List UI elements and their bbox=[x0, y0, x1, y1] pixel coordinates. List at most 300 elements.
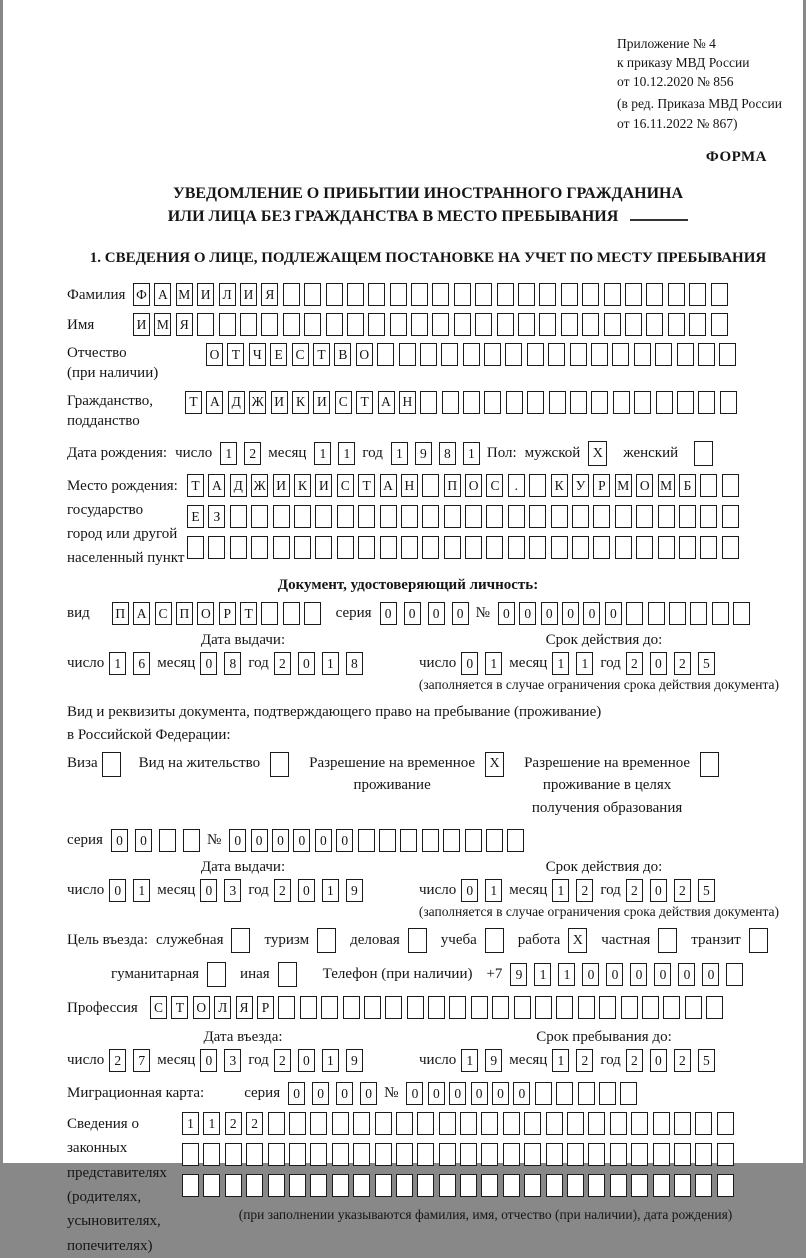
given-name-cell[interactable] bbox=[240, 313, 257, 336]
doc-issue-year-cell[interactable]: 0 bbox=[298, 652, 315, 675]
patronymic-cell[interactable]: В bbox=[334, 343, 351, 366]
birth-place-cell[interactable] bbox=[508, 536, 525, 559]
representative-cell[interactable] bbox=[503, 1112, 520, 1135]
birth-day-cell[interactable]: 2 bbox=[244, 442, 261, 465]
representative-cell[interactable] bbox=[439, 1112, 456, 1135]
surname-cell[interactable] bbox=[625, 283, 642, 306]
birth-place-cell[interactable] bbox=[315, 536, 332, 559]
representative-cell[interactable] bbox=[289, 1174, 306, 1197]
migration-card-number-cell[interactable]: 0 bbox=[449, 1082, 466, 1105]
entry-year-cell[interactable]: 2 bbox=[274, 1049, 291, 1072]
representative-cell[interactable] bbox=[674, 1143, 691, 1166]
birth-place-cell[interactable] bbox=[401, 505, 418, 528]
patronymic-cell[interactable] bbox=[548, 343, 565, 366]
surname-cell[interactable] bbox=[711, 283, 728, 306]
profession-cell[interactable] bbox=[428, 996, 445, 1019]
phone-digit-cell[interactable]: 0 bbox=[654, 963, 671, 986]
residence-number-cell[interactable] bbox=[358, 829, 375, 852]
residence-number-cell[interactable] bbox=[422, 829, 439, 852]
birth-place-cell[interactable]: М bbox=[615, 474, 632, 497]
citizenship-cell[interactable] bbox=[527, 391, 544, 414]
residence-issue-year-cell[interactable]: 0 bbox=[298, 879, 315, 902]
doc-number-cell[interactable]: 0 bbox=[498, 602, 515, 625]
residence-valid-day-cell[interactable]: 1 bbox=[485, 879, 502, 902]
representative-cell[interactable] bbox=[546, 1112, 563, 1135]
citizenship-cell[interactable]: Т bbox=[185, 391, 202, 414]
citizenship-cell[interactable] bbox=[656, 391, 673, 414]
birth-place-cell[interactable]: М bbox=[658, 474, 675, 497]
representative-cell[interactable] bbox=[417, 1112, 434, 1135]
birth-place-cell[interactable] bbox=[658, 536, 675, 559]
birth-place-cell[interactable]: И bbox=[273, 474, 290, 497]
doc-number-cell[interactable]: 0 bbox=[583, 602, 600, 625]
migration-card-series-cell[interactable]: 0 bbox=[360, 1082, 377, 1105]
birth-place-cell[interactable] bbox=[422, 474, 439, 497]
representative-cell[interactable] bbox=[353, 1174, 370, 1197]
profession-cell[interactable] bbox=[535, 996, 552, 1019]
profession-cell[interactable] bbox=[556, 996, 573, 1019]
citizenship-cell[interactable] bbox=[506, 391, 523, 414]
representative-cell[interactable] bbox=[503, 1143, 520, 1166]
residence-issue-day-cell[interactable]: 1 bbox=[133, 879, 150, 902]
representative-cell[interactable] bbox=[375, 1174, 392, 1197]
given-name-cell[interactable] bbox=[711, 313, 728, 336]
surname-cell[interactable]: М bbox=[176, 283, 193, 306]
migration-card-number-cell[interactable] bbox=[578, 1082, 595, 1105]
entry-day-cell[interactable]: 2 bbox=[109, 1049, 126, 1072]
given-name-cell[interactable] bbox=[625, 313, 642, 336]
migration-card-number-cell[interactable]: 0 bbox=[428, 1082, 445, 1105]
representative-cell[interactable] bbox=[695, 1112, 712, 1135]
residence-valid-year-cell[interactable]: 0 bbox=[650, 879, 667, 902]
patronymic-cell[interactable] bbox=[591, 343, 608, 366]
birth-place-cell[interactable] bbox=[615, 536, 632, 559]
migration-card-number-cell[interactable] bbox=[620, 1082, 637, 1105]
profession-cell[interactable] bbox=[514, 996, 531, 1019]
citizenship-cell[interactable]: К bbox=[292, 391, 309, 414]
doc-kind-cell[interactable]: С bbox=[155, 602, 172, 625]
surname-cell[interactable] bbox=[390, 283, 407, 306]
representative-cell[interactable] bbox=[396, 1143, 413, 1166]
surname-cell[interactable]: А bbox=[154, 283, 171, 306]
representative-cell[interactable] bbox=[610, 1143, 627, 1166]
surname-cell[interactable] bbox=[432, 283, 449, 306]
birth-place-cell[interactable]: Р bbox=[593, 474, 610, 497]
migration-card-series-cell[interactable]: 0 bbox=[288, 1082, 305, 1105]
purpose-other-checkbox[interactable] bbox=[278, 962, 297, 987]
given-name-cell[interactable] bbox=[475, 313, 492, 336]
representative-cell[interactable] bbox=[610, 1112, 627, 1135]
doc-kind-cell[interactable]: П bbox=[176, 602, 193, 625]
migration-card-number-cell[interactable]: 0 bbox=[471, 1082, 488, 1105]
patronymic-cell[interactable] bbox=[719, 343, 736, 366]
surname-cell[interactable]: Л bbox=[219, 283, 236, 306]
given-name-cell[interactable] bbox=[518, 313, 535, 336]
doc-number-cell[interactable]: 0 bbox=[562, 602, 579, 625]
profession-cell[interactable] bbox=[407, 996, 424, 1019]
residence-issue-month-cell[interactable]: 3 bbox=[224, 879, 241, 902]
representative-cell[interactable] bbox=[674, 1174, 691, 1197]
surname-cell[interactable]: И bbox=[240, 283, 257, 306]
doc-series-cell[interactable]: 0 bbox=[452, 602, 469, 625]
phone-digit-cell[interactable]: 0 bbox=[630, 963, 647, 986]
birth-place-cell[interactable] bbox=[444, 505, 461, 528]
representative-cell[interactable] bbox=[289, 1143, 306, 1166]
migration-card-number-cell[interactable]: 0 bbox=[513, 1082, 530, 1105]
citizenship-cell[interactable] bbox=[698, 391, 715, 414]
doc-issue-day-cell[interactable]: 1 bbox=[109, 652, 126, 675]
representative-cell[interactable] bbox=[653, 1143, 670, 1166]
representative-cell[interactable] bbox=[481, 1143, 498, 1166]
profession-cell[interactable] bbox=[621, 996, 638, 1019]
residence-series-cell[interactable]: 0 bbox=[135, 829, 152, 852]
patronymic-cell[interactable]: О bbox=[356, 343, 373, 366]
doc-valid-month-cell[interactable]: 1 bbox=[552, 652, 569, 675]
birth-place-cell[interactable] bbox=[529, 536, 546, 559]
representative-cell[interactable] bbox=[268, 1174, 285, 1197]
doc-kind-cell[interactable] bbox=[261, 602, 278, 625]
birth-place-cell[interactable] bbox=[315, 505, 332, 528]
phone-digit-cell[interactable]: 0 bbox=[678, 963, 695, 986]
surname-cell[interactable] bbox=[326, 283, 343, 306]
purpose-official-checkbox[interactable] bbox=[231, 928, 250, 953]
representative-cell[interactable] bbox=[695, 1143, 712, 1166]
doc-kind-cell[interactable]: А bbox=[133, 602, 150, 625]
given-name-cell[interactable] bbox=[432, 313, 449, 336]
surname-cell[interactable] bbox=[539, 283, 556, 306]
citizenship-cell[interactable]: И bbox=[313, 391, 330, 414]
birth-day-cell[interactable]: 1 bbox=[220, 442, 237, 465]
patronymic-cell[interactable] bbox=[698, 343, 715, 366]
citizenship-cell[interactable] bbox=[442, 391, 459, 414]
doc-kind-cell[interactable] bbox=[283, 602, 300, 625]
representative-cell[interactable] bbox=[225, 1143, 242, 1166]
birth-place-cell[interactable] bbox=[593, 536, 610, 559]
representative-cell[interactable] bbox=[610, 1174, 627, 1197]
representative-cell[interactable] bbox=[588, 1112, 605, 1135]
representative-cell[interactable] bbox=[695, 1174, 712, 1197]
phone-digit-cell[interactable]: 1 bbox=[558, 963, 575, 986]
profession-cell[interactable]: Р bbox=[257, 996, 274, 1019]
birth-month-cell[interactable]: 1 bbox=[338, 442, 355, 465]
birth-place-cell[interactable]: И bbox=[315, 474, 332, 497]
given-name-cell[interactable] bbox=[411, 313, 428, 336]
profession-cell[interactable] bbox=[492, 996, 509, 1019]
doc-number-cell[interactable] bbox=[648, 602, 665, 625]
stay-day-cell[interactable]: 9 bbox=[485, 1049, 502, 1072]
surname-cell[interactable]: И bbox=[197, 283, 214, 306]
profession-cell[interactable] bbox=[385, 996, 402, 1019]
doc-kind-cell[interactable]: О bbox=[197, 602, 214, 625]
patronymic-cell[interactable] bbox=[420, 343, 437, 366]
rvp-checkbox[interactable]: X bbox=[485, 752, 504, 777]
patronymic-cell[interactable]: О bbox=[206, 343, 223, 366]
representative-cell[interactable] bbox=[460, 1143, 477, 1166]
given-name-cell[interactable] bbox=[497, 313, 514, 336]
profession-cell[interactable] bbox=[364, 996, 381, 1019]
surname-cell[interactable] bbox=[454, 283, 471, 306]
representative-cell[interactable] bbox=[417, 1143, 434, 1166]
surname-cell[interactable] bbox=[368, 283, 385, 306]
birth-place-cell[interactable] bbox=[551, 536, 568, 559]
given-name-cell[interactable] bbox=[390, 313, 407, 336]
representative-cell[interactable]: 2 bbox=[225, 1112, 242, 1135]
representative-cell[interactable] bbox=[674, 1112, 691, 1135]
residence-number-cell[interactable]: 0 bbox=[293, 829, 310, 852]
birth-place-cell[interactable]: . bbox=[508, 474, 525, 497]
citizenship-cell[interactable] bbox=[570, 391, 587, 414]
profession-cell[interactable] bbox=[642, 996, 659, 1019]
doc-number-cell[interactable] bbox=[712, 602, 729, 625]
profession-cell[interactable] bbox=[343, 996, 360, 1019]
doc-issue-month-cell[interactable]: 8 bbox=[224, 652, 241, 675]
doc-valid-year-cell[interactable]: 5 bbox=[698, 652, 715, 675]
profession-cell[interactable] bbox=[321, 996, 338, 1019]
citizenship-cell[interactable] bbox=[720, 391, 737, 414]
representative-cell[interactable] bbox=[524, 1174, 541, 1197]
doc-valid-year-cell[interactable]: 2 bbox=[626, 652, 643, 675]
birth-year-cell[interactable]: 1 bbox=[463, 442, 480, 465]
representative-cell[interactable] bbox=[503, 1174, 520, 1197]
birth-place-cell[interactable]: О bbox=[636, 474, 653, 497]
representative-cell[interactable]: 2 bbox=[246, 1112, 263, 1135]
residence-issue-year-cell[interactable]: 1 bbox=[322, 879, 339, 902]
representative-cell[interactable] bbox=[460, 1174, 477, 1197]
representative-cell[interactable] bbox=[460, 1112, 477, 1135]
surname-cell[interactable] bbox=[561, 283, 578, 306]
profession-cell[interactable] bbox=[663, 996, 680, 1019]
surname-cell[interactable] bbox=[582, 283, 599, 306]
male-checkbox[interactable]: X bbox=[588, 441, 607, 466]
residence-valid-month-cell[interactable]: 1 bbox=[552, 879, 569, 902]
doc-valid-year-cell[interactable]: 0 bbox=[650, 652, 667, 675]
given-name-cell[interactable] bbox=[347, 313, 364, 336]
citizenship-cell[interactable] bbox=[677, 391, 694, 414]
migration-card-number-cell[interactable] bbox=[599, 1082, 616, 1105]
doc-kind-cell[interactable]: Т bbox=[240, 602, 257, 625]
given-name-cell[interactable] bbox=[561, 313, 578, 336]
doc-number-cell[interactable] bbox=[690, 602, 707, 625]
representative-cell[interactable] bbox=[268, 1143, 285, 1166]
patronymic-cell[interactable]: Т bbox=[313, 343, 330, 366]
residence-permit-checkbox[interactable] bbox=[270, 752, 289, 777]
migration-card-number-cell[interactable] bbox=[535, 1082, 552, 1105]
doc-valid-day-cell[interactable]: 1 bbox=[485, 652, 502, 675]
patronymic-cell[interactable] bbox=[634, 343, 651, 366]
doc-number-cell[interactable]: 0 bbox=[605, 602, 622, 625]
patronymic-cell[interactable]: Т bbox=[227, 343, 244, 366]
citizenship-cell[interactable]: Т bbox=[356, 391, 373, 414]
representative-cell[interactable] bbox=[481, 1174, 498, 1197]
birth-place-cell[interactable] bbox=[422, 536, 439, 559]
patronymic-cell[interactable] bbox=[527, 343, 544, 366]
given-name-cell[interactable] bbox=[646, 313, 663, 336]
migration-card-series-cell[interactable]: 0 bbox=[312, 1082, 329, 1105]
given-name-cell[interactable] bbox=[604, 313, 621, 336]
representative-cell[interactable] bbox=[481, 1112, 498, 1135]
migration-card-number-cell[interactable]: 0 bbox=[492, 1082, 509, 1105]
residence-valid-month-cell[interactable]: 2 bbox=[576, 879, 593, 902]
birth-place-cell[interactable]: К bbox=[551, 474, 568, 497]
birth-place-cell[interactable] bbox=[593, 505, 610, 528]
citizenship-cell[interactable]: А bbox=[378, 391, 395, 414]
residence-series-cell[interactable]: 0 bbox=[111, 829, 128, 852]
doc-valid-year-cell[interactable]: 2 bbox=[674, 652, 691, 675]
representative-cell[interactable] bbox=[567, 1143, 584, 1166]
doc-series-cell[interactable]: 0 bbox=[380, 602, 397, 625]
stay-year-cell[interactable]: 0 bbox=[650, 1049, 667, 1072]
representative-cell[interactable] bbox=[353, 1143, 370, 1166]
birth-place-cell[interactable] bbox=[486, 536, 503, 559]
patronymic-cell[interactable] bbox=[377, 343, 394, 366]
doc-number-cell[interactable] bbox=[669, 602, 686, 625]
birth-place-cell[interactable] bbox=[700, 505, 717, 528]
birth-place-cell[interactable]: Ж bbox=[251, 474, 268, 497]
representative-cell[interactable] bbox=[332, 1174, 349, 1197]
residence-valid-year-cell[interactable]: 2 bbox=[626, 879, 643, 902]
surname-cell[interactable] bbox=[475, 283, 492, 306]
doc-number-cell[interactable]: 0 bbox=[541, 602, 558, 625]
patronymic-cell[interactable]: Е bbox=[270, 343, 287, 366]
given-name-cell[interactable] bbox=[304, 313, 321, 336]
given-name-cell[interactable] bbox=[689, 313, 706, 336]
birth-place-cell[interactable]: У bbox=[572, 474, 589, 497]
citizenship-cell[interactable]: Н bbox=[399, 391, 416, 414]
patronymic-cell[interactable]: С bbox=[292, 343, 309, 366]
surname-cell[interactable] bbox=[604, 283, 621, 306]
residence-issue-year-cell[interactable]: 9 bbox=[346, 879, 363, 902]
stay-year-cell[interactable]: 5 bbox=[698, 1049, 715, 1072]
birth-place-cell[interactable] bbox=[722, 505, 739, 528]
surname-cell[interactable] bbox=[518, 283, 535, 306]
profession-cell[interactable] bbox=[449, 996, 466, 1019]
representative-cell[interactable] bbox=[588, 1174, 605, 1197]
doc-number-cell[interactable] bbox=[626, 602, 643, 625]
residence-valid-day-cell[interactable]: 0 bbox=[461, 879, 478, 902]
representative-cell[interactable] bbox=[524, 1143, 541, 1166]
birth-place-cell[interactable] bbox=[337, 536, 354, 559]
representative-cell[interactable] bbox=[225, 1174, 242, 1197]
doc-valid-month-cell[interactable]: 1 bbox=[576, 652, 593, 675]
representative-cell[interactable] bbox=[182, 1143, 199, 1166]
rvp-education-checkbox[interactable] bbox=[700, 752, 719, 777]
birth-place-cell[interactable] bbox=[251, 505, 268, 528]
representative-cell[interactable] bbox=[439, 1174, 456, 1197]
profession-cell[interactable] bbox=[706, 996, 723, 1019]
patronymic-cell[interactable] bbox=[655, 343, 672, 366]
citizenship-cell[interactable] bbox=[549, 391, 566, 414]
doc-series-cell[interactable]: 0 bbox=[404, 602, 421, 625]
representative-cell[interactable] bbox=[717, 1143, 734, 1166]
birth-place-cell[interactable]: Т bbox=[187, 474, 204, 497]
stay-year-cell[interactable]: 2 bbox=[626, 1049, 643, 1072]
representative-cell[interactable] bbox=[246, 1143, 263, 1166]
surname-cell[interactable] bbox=[646, 283, 663, 306]
representative-cell[interactable] bbox=[631, 1112, 648, 1135]
residence-number-cell[interactable]: 0 bbox=[229, 829, 246, 852]
profession-cell[interactable] bbox=[278, 996, 295, 1019]
patronymic-cell[interactable] bbox=[484, 343, 501, 366]
birth-place-cell[interactable]: Б bbox=[679, 474, 696, 497]
purpose-tourism-checkbox[interactable] bbox=[317, 928, 336, 953]
residence-issue-year-cell[interactable]: 2 bbox=[274, 879, 291, 902]
citizenship-cell[interactable]: Ж bbox=[249, 391, 266, 414]
patronymic-cell[interactable] bbox=[505, 343, 522, 366]
representative-cell[interactable] bbox=[332, 1143, 349, 1166]
doc-kind-cell[interactable]: П bbox=[112, 602, 129, 625]
birth-place-cell[interactable] bbox=[251, 536, 268, 559]
birth-place-cell[interactable] bbox=[722, 474, 739, 497]
profession-cell[interactable]: Т bbox=[171, 996, 188, 1019]
visa-checkbox[interactable] bbox=[102, 752, 121, 777]
doc-issue-day-cell[interactable]: 6 bbox=[133, 652, 150, 675]
birth-place-cell[interactable]: Н bbox=[401, 474, 418, 497]
residence-issue-month-cell[interactable]: 0 bbox=[200, 879, 217, 902]
phone-digit-cell[interactable]: 0 bbox=[702, 963, 719, 986]
given-name-cell[interactable]: М bbox=[154, 313, 171, 336]
given-name-cell[interactable] bbox=[668, 313, 685, 336]
representative-cell[interactable] bbox=[375, 1112, 392, 1135]
representative-cell[interactable] bbox=[717, 1174, 734, 1197]
birth-place-cell[interactable] bbox=[636, 536, 653, 559]
representative-cell[interactable] bbox=[631, 1174, 648, 1197]
birth-place-cell[interactable] bbox=[401, 536, 418, 559]
birth-place-cell[interactable] bbox=[551, 505, 568, 528]
residence-issue-day-cell[interactable]: 0 bbox=[109, 879, 126, 902]
given-name-cell[interactable] bbox=[197, 313, 214, 336]
phone-digit-cell[interactable]: 1 bbox=[534, 963, 551, 986]
birth-place-cell[interactable]: А bbox=[380, 474, 397, 497]
birth-place-cell[interactable] bbox=[380, 536, 397, 559]
citizenship-cell[interactable] bbox=[591, 391, 608, 414]
patronymic-cell[interactable] bbox=[570, 343, 587, 366]
surname-cell[interactable] bbox=[347, 283, 364, 306]
residence-series-cell[interactable] bbox=[183, 829, 200, 852]
birth-place-cell[interactable]: Д bbox=[230, 474, 247, 497]
representative-cell[interactable]: 1 bbox=[203, 1112, 220, 1135]
birth-place-cell[interactable] bbox=[208, 536, 225, 559]
profession-cell[interactable] bbox=[578, 996, 595, 1019]
profession-cell[interactable]: Я bbox=[236, 996, 253, 1019]
representative-cell[interactable] bbox=[203, 1174, 220, 1197]
migration-card-series-cell[interactable]: 0 bbox=[336, 1082, 353, 1105]
residence-number-cell[interactable]: 0 bbox=[336, 829, 353, 852]
birth-place-cell[interactable] bbox=[572, 505, 589, 528]
purpose-transit-checkbox[interactable] bbox=[749, 928, 768, 953]
phone-digit-cell[interactable]: 0 bbox=[582, 963, 599, 986]
representative-cell[interactable] bbox=[353, 1112, 370, 1135]
representative-cell[interactable]: 1 bbox=[182, 1112, 199, 1135]
birth-place-cell[interactable] bbox=[722, 536, 739, 559]
birth-place-cell[interactable] bbox=[658, 505, 675, 528]
doc-series-cell[interactable]: 0 bbox=[428, 602, 445, 625]
given-name-cell[interactable] bbox=[582, 313, 599, 336]
entry-year-cell[interactable]: 1 bbox=[322, 1049, 339, 1072]
doc-issue-year-cell[interactable]: 8 bbox=[346, 652, 363, 675]
birth-year-cell[interactable]: 1 bbox=[391, 442, 408, 465]
birth-place-cell[interactable] bbox=[679, 505, 696, 528]
representative-cell[interactable] bbox=[396, 1112, 413, 1135]
residence-number-cell[interactable] bbox=[379, 829, 396, 852]
female-checkbox[interactable] bbox=[694, 441, 713, 466]
profession-cell[interactable] bbox=[599, 996, 616, 1019]
given-name-cell[interactable] bbox=[539, 313, 556, 336]
birth-place-cell[interactable] bbox=[230, 505, 247, 528]
representative-cell[interactable] bbox=[546, 1143, 563, 1166]
migration-card-number-cell[interactable]: 0 bbox=[406, 1082, 423, 1105]
birth-place-cell[interactable] bbox=[230, 536, 247, 559]
representative-cell[interactable] bbox=[396, 1174, 413, 1197]
